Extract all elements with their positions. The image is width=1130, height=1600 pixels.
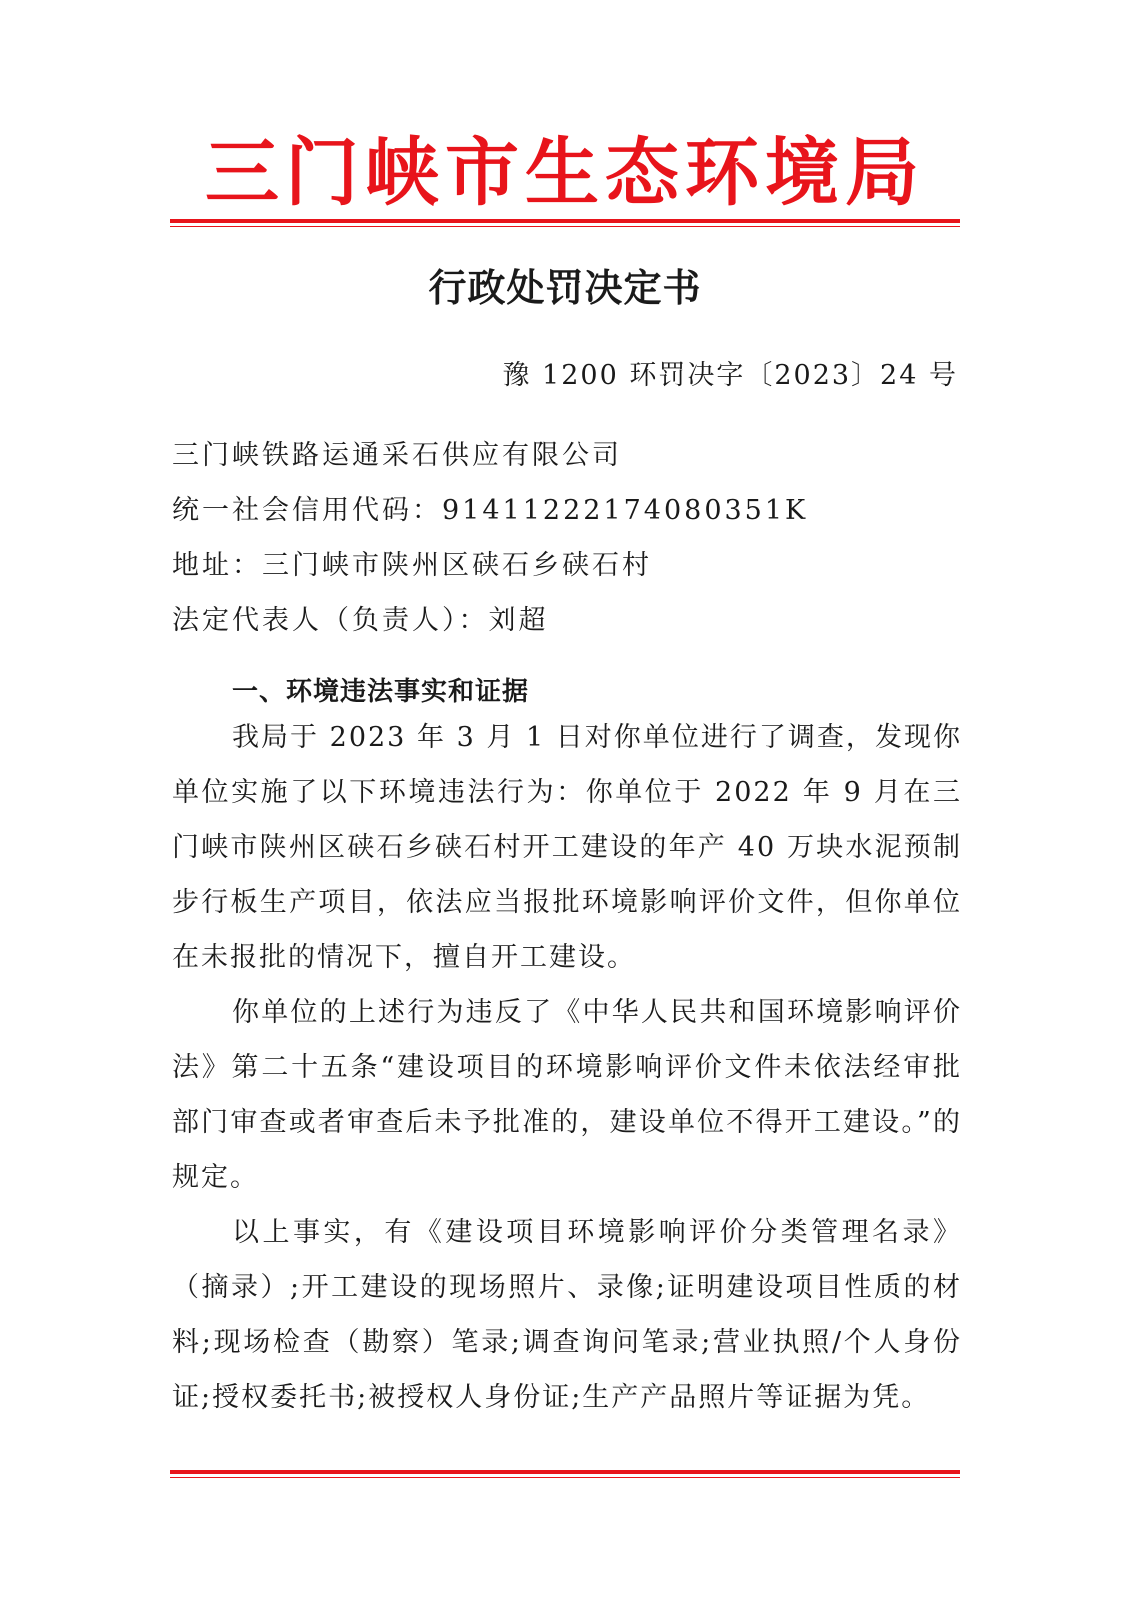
party-credit-code: 统一社会信用代码：91411222174080351K — [172, 495, 809, 526]
agency-masthead: 三门峡市生态环境局 — [205, 130, 925, 216]
paragraph-evidence: 以上事实，有《建设项目环境影响评价分类管理名录》（摘录）;开工建设的现场照片、录像;证明建设项目性质的材料;现场检查（勘察）笔录;调查询问笔录;营业执照/个人身份证;授权委托书;被授权人身份证;生产产品照片等证据为凭。 — [172, 1217, 962, 1413]
footer-red-rule — [170, 1470, 960, 1478]
section-heading: 一、环境违法事实和证据 — [232, 677, 530, 707]
document-number: 豫 1200 环罚决字〔2023〕24 号 — [502, 360, 958, 391]
party-address: 地址：三门峡市陕州区硖石乡硖石村 — [172, 550, 652, 581]
party-legal-representative: 法定代表人（负责人）：刘超 — [172, 605, 549, 636]
masthead-red-rule — [170, 219, 960, 227]
document-title: 行政处罚决定书 — [428, 265, 702, 310]
party-name: 三门峡铁路运通采石供应有限公司 — [172, 440, 622, 471]
paragraph-violation: 你单位的上述行为违反了《中华人民共和国环境影响评价法》第二十五条“建设项目的环境影响评价文件未依法经审批部门审查或者审查后未予批准的，建设单位不得开工建设。”的规定。 — [172, 997, 962, 1193]
paragraph-investigation: 我局于 2023 年 3 月 1 日对你单位进行了调查，发现你单位实施了以下环境违法行为：你单位于 2022 年 9 月在三门峡市陕州区硖石乡硖石村开工建设的年产 40 万块水泥预制步行板生产项目，依法应当报批环境影响评价文件，但你单位在未报批的情况下，擅自开工建设。 — [172, 722, 962, 973]
